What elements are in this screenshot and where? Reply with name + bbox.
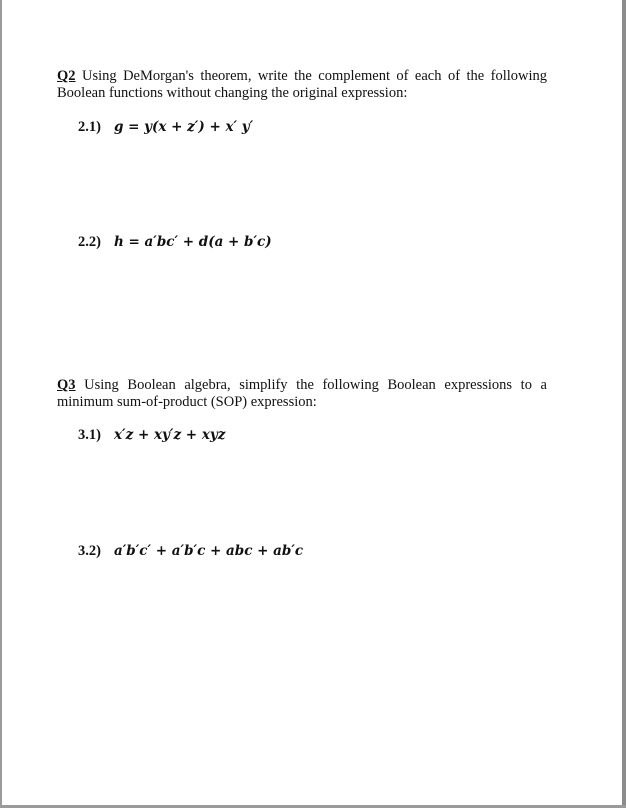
item-2-1-number: 2.1) xyxy=(78,119,101,135)
item-2-1 xyxy=(78,118,253,136)
question-2 xyxy=(57,68,547,102)
item-3-1 xyxy=(78,426,225,444)
question-3-line-1 xyxy=(57,377,547,394)
question-2-number: Q2 xyxy=(57,68,76,84)
item-2-1-expression: g = y(x + z′) + x′ y′ xyxy=(114,119,254,135)
item-3-1-number: 3.1) xyxy=(78,427,101,443)
item-3-2-expression: a′b′c′ + a′b′c + abc + ab′c xyxy=(114,543,304,559)
question-3 xyxy=(57,377,547,411)
question-2-line-1 xyxy=(57,68,547,85)
item-3-2 xyxy=(78,542,303,560)
item-2-2-expression: h = a′bc′ + d(a + b′c) xyxy=(114,234,272,250)
item-2-2 xyxy=(78,233,272,251)
item-3-1-expression: x′z + xy′z + xyz xyxy=(114,427,226,443)
page-border-right xyxy=(622,0,626,808)
question-3-text-1: Using Boolean algebra, simplify the following Boolean expressions to a xyxy=(84,377,547,393)
question-2-text-1: Using DeMorgan's theorem, write the complement of each of the following xyxy=(81,68,548,84)
question-3-number: Q3 xyxy=(57,377,76,393)
item-2-2-number: 2.2) xyxy=(78,234,101,250)
question-2-text-2: Boolean functions without changing the original expression: xyxy=(57,85,408,101)
item-3-2-number: 3.2) xyxy=(78,543,101,559)
question-3-text-2: minimum sum-of-product (SOP) expression: xyxy=(57,394,317,410)
page-border-left xyxy=(0,0,2,808)
